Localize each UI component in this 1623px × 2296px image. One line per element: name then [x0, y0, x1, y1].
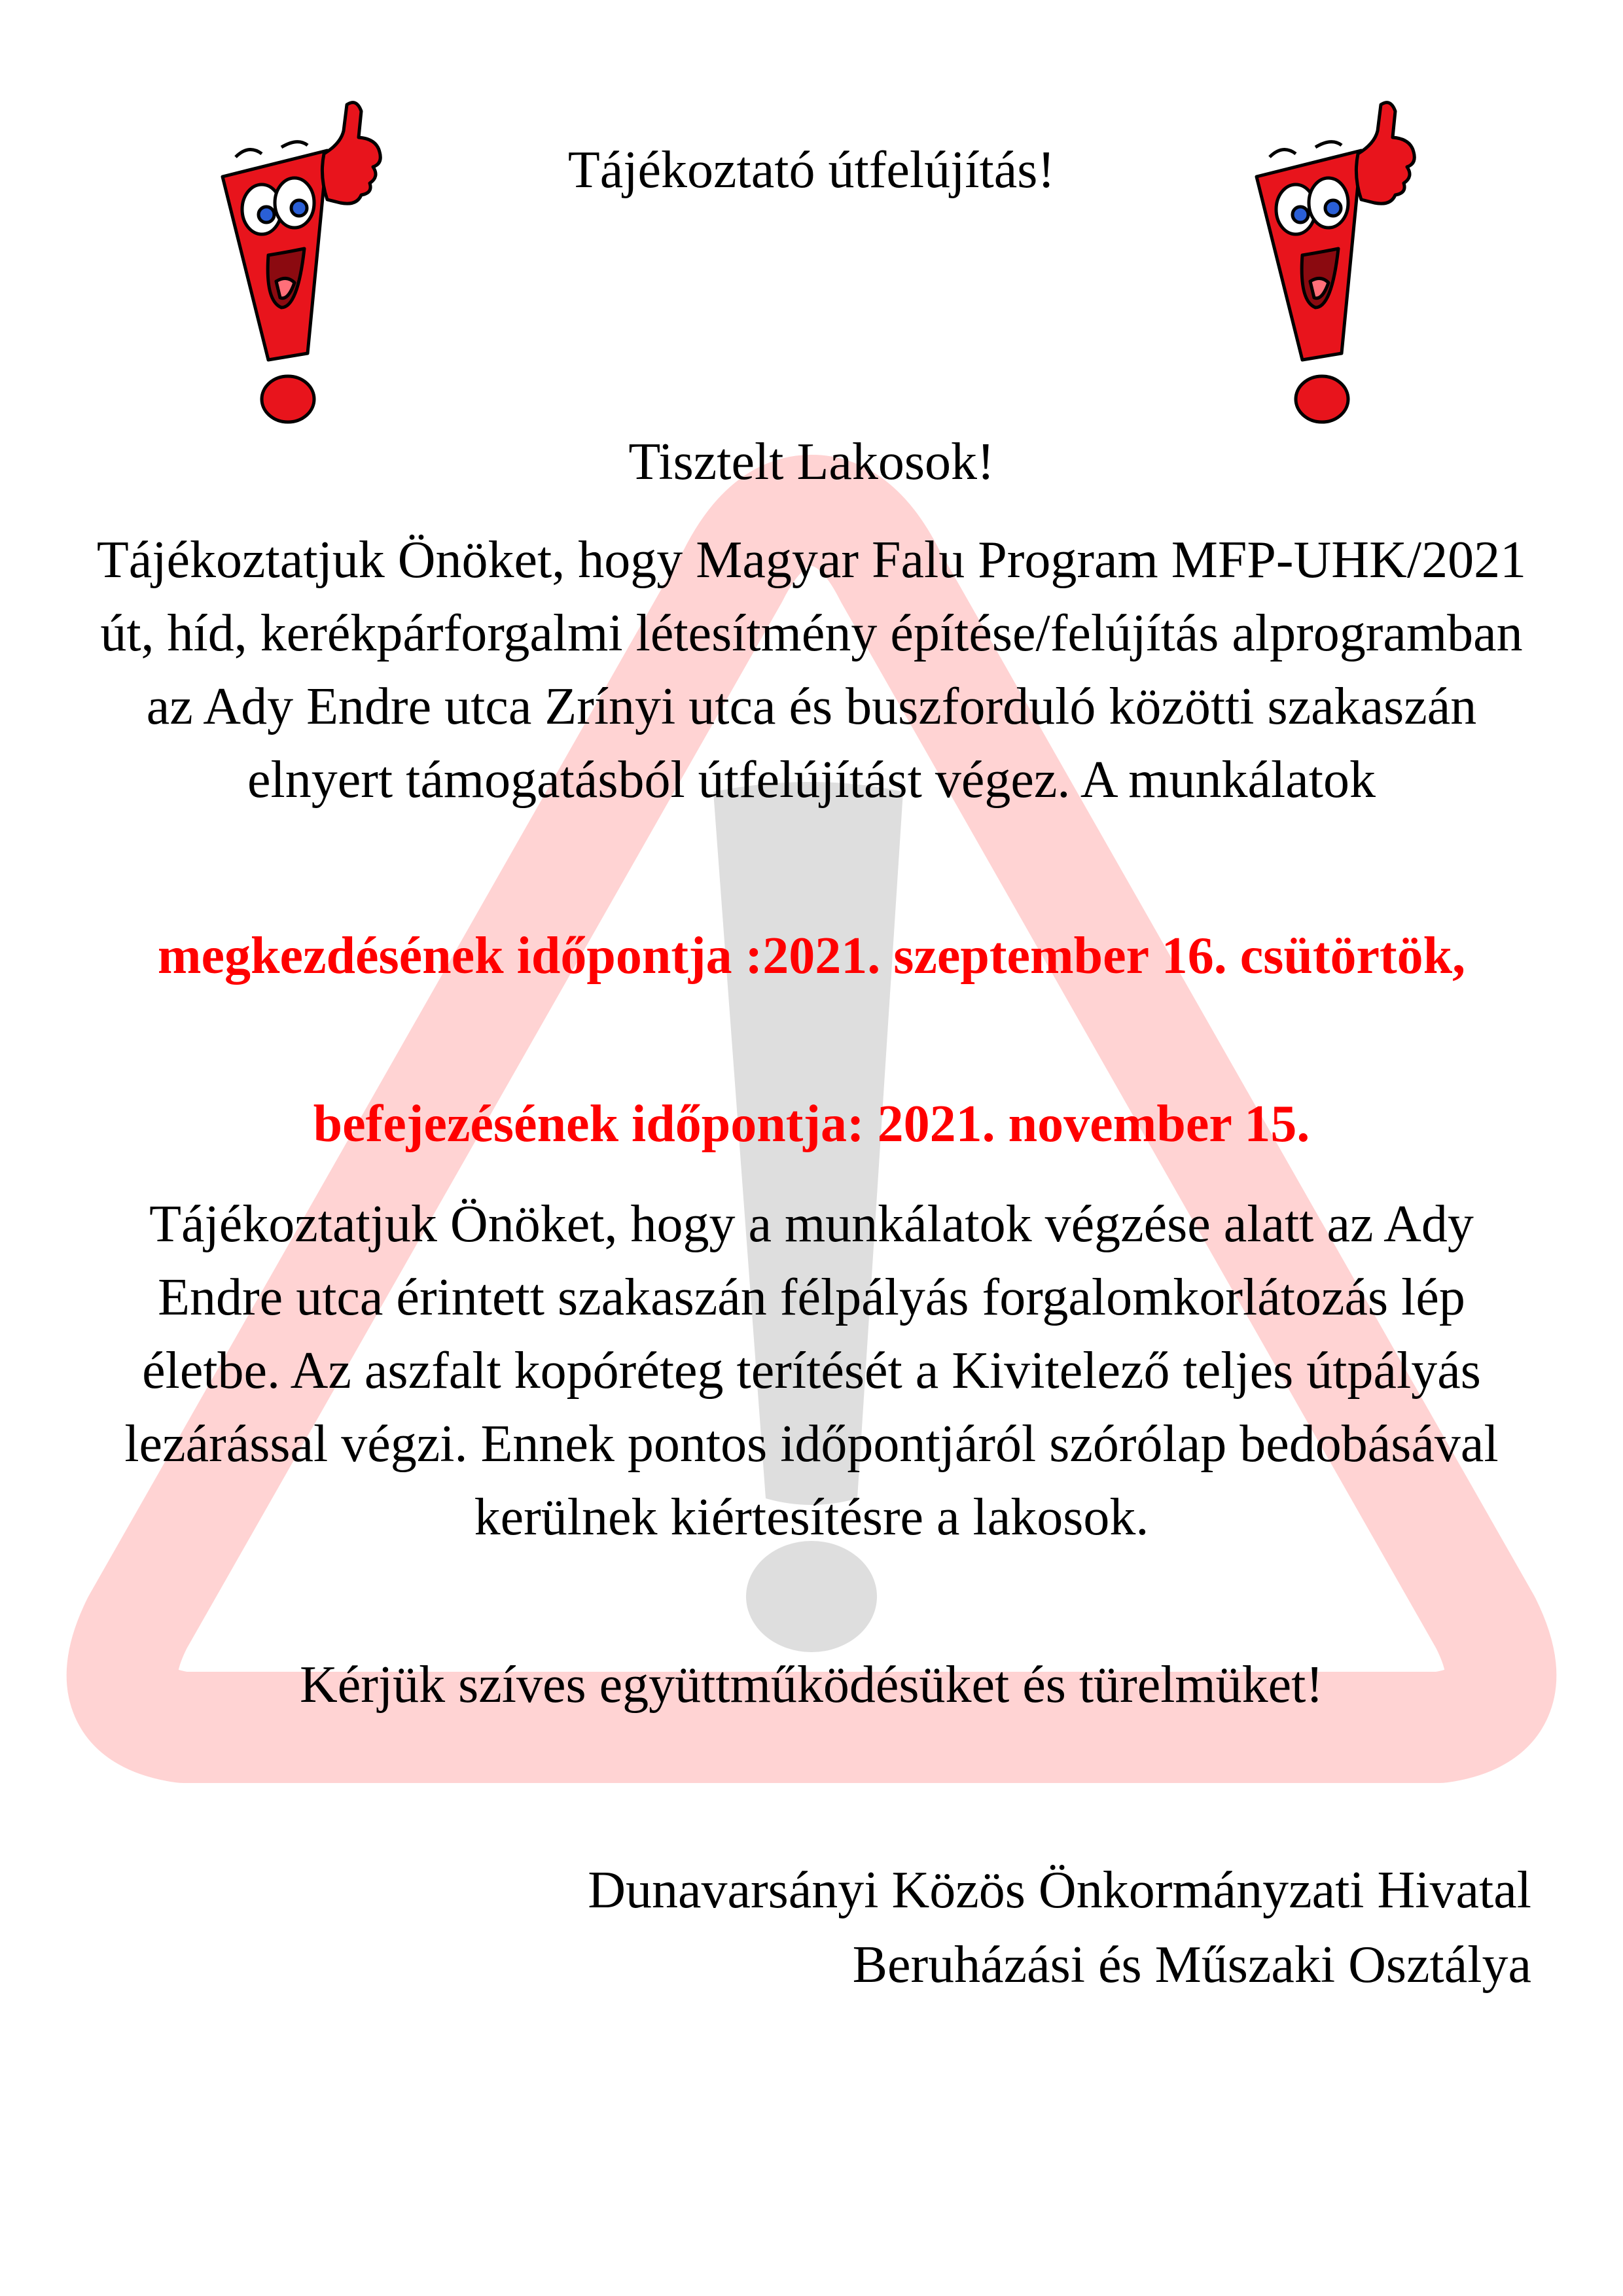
salutation: Tisztelt Lakosok! — [628, 433, 995, 491]
exclamation-mascot-icon — [1224, 92, 1440, 445]
signature-line-department: Beruházási és Műszaki Osztálya — [852, 1936, 1531, 1994]
signature-line-office: Dunavarsányi Közös Önkormányzati Hivatal — [588, 1862, 1531, 1919]
details-paragraph: Tájékoztatjuk Önöket, hogy a munkálatok végzése alatt az Ady Endre utca érintett szakaszán félpályás forgalomkorlátozás lép életbe. Az aszfalt kopóréteg terítését a Kivitelező teljes útpályás lezárással végzi. Ennek pontos időpontjáról szórólap bedobásával kerülnek kiértesítésre a lakosok. — [124, 1195, 1499, 1546]
start-date-text: megkezdésének időpontja :2021. szeptember 16. csütörtök, — [157, 927, 1466, 985]
closing-line: Kérjük szíves együttműködésüket és türelmüket! — [299, 1656, 1324, 1714]
signature-block — [588, 1853, 1531, 2002]
end-date-text: befejezésének időpontja: 2021. november 15. — [313, 1095, 1310, 1153]
page-title: Tájékoztató útfelújítás! — [567, 141, 1056, 199]
intro-paragraph: Tájékoztatjuk Önöket, hogy Magyar Falu Program MFP-UHK/2021 út, híd, kerékpárforgalmi létesítmény építése/felújítás alprogramban az Ady Endre utca Zrínyi utca és buszforduló közötti szakaszán elnyert támogatásból útfelújítást végez. A munkálatok — [96, 531, 1527, 809]
